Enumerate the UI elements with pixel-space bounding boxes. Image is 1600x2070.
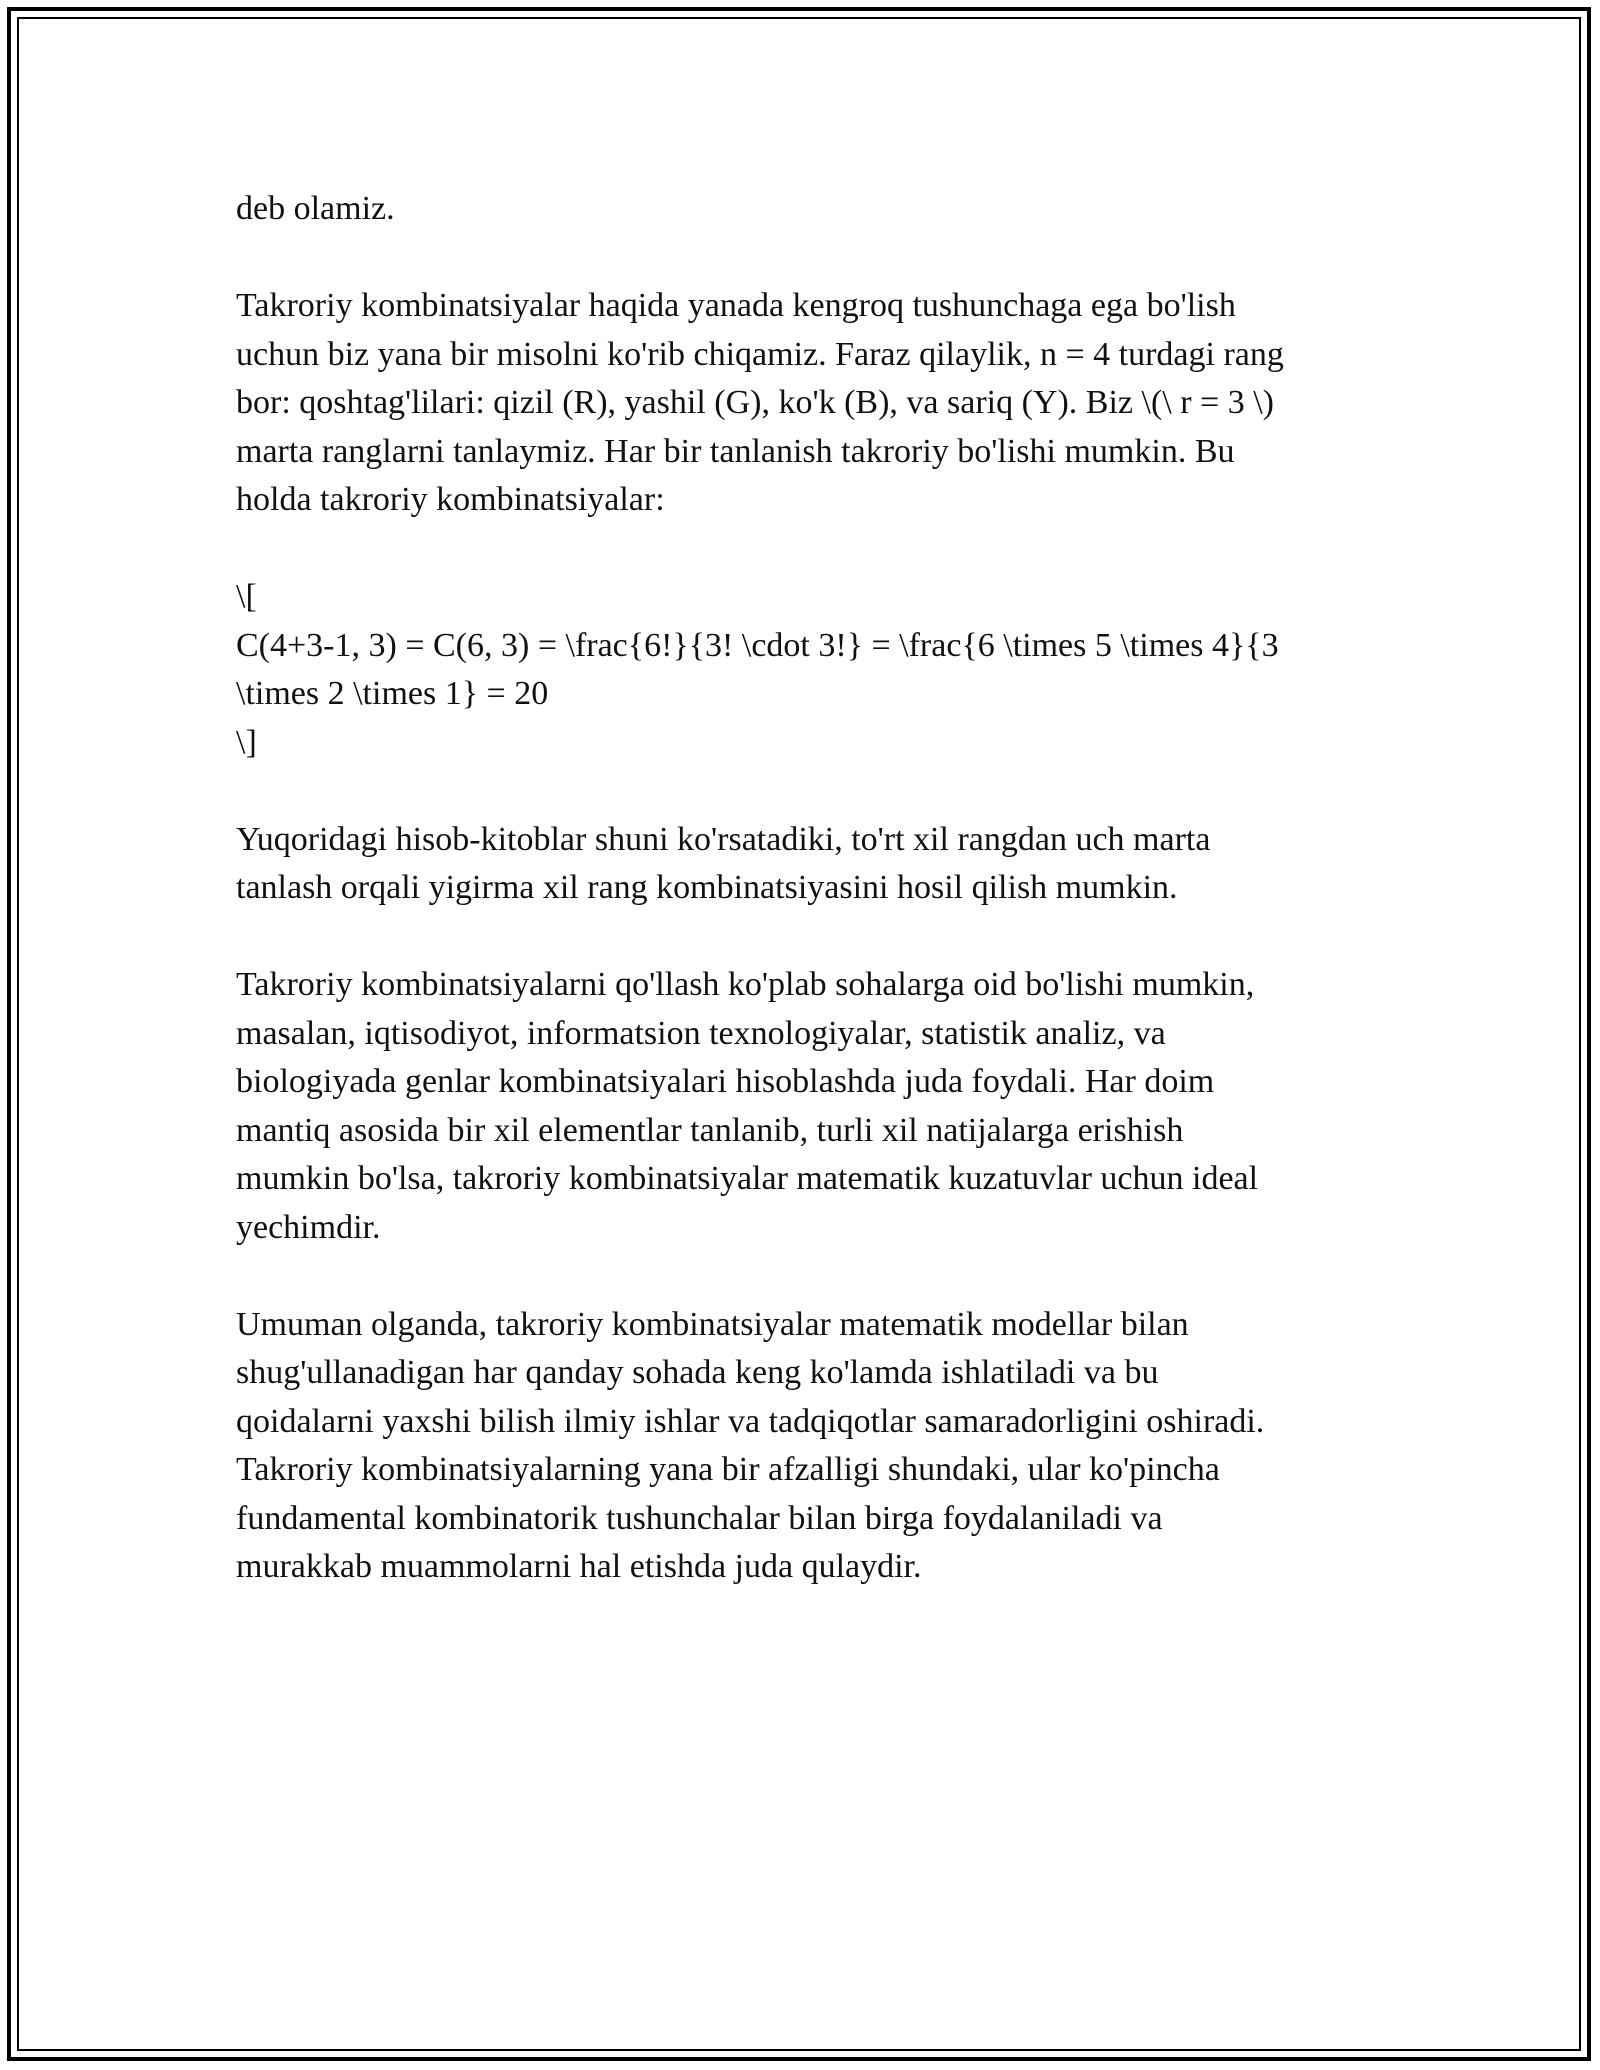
formula-block: \[ C(4+3-1, 3) = C(6, 3) = \frac{6!}{3! \cdot 3!} = \frac{6 \times 5 \times 4}{3 \times 2 \times 1} = 20 \]	[236, 578, 1279, 761]
paragraph-continuation: deb olamiz.	[236, 190, 395, 227]
paragraph-applications: Takroriy kombinatsiyalarni qo'llash ko'plab sohalarga oid bo'lishi mumkin, masalan, iqtisodiyot, informatsion texnologiyalar, statistik analiz, va biologiyada genlar kombinatsiyalari hisoblashda juda foydali. Har doim mantiq asosida bir xil elementlar tanlanib, turli xil natijalarga erishish mumkin bo'lsa, takroriy kombinatsiyalar matematik kuzatuvlar uchun ideal yechimdir.	[236, 966, 1259, 1246]
paragraph-result: Yuqoridagi hisob-kitoblar shuni ko'rsatadiki, to'rt xil rangdan uch marta tanlash orqali yigirma xil rang kombinatsiyasini hosil qilish mumkin.	[236, 820, 1211, 906]
paragraph-conclusion: Umuman olganda, takroriy kombinatsiyalar matematik modellar bilan shug'ullanadigan har qanday sohada keng ko'lamda ishlatiladi va bu qoidalarni yaxshi bilish ilmiy ishlar va tadqiqotlar samaradorligini oshiradi. Takroriy kombinatsiyalarning yana bir afzalligi shundaki, ular ko'pincha fundamental kombinatorik tushunchalar bilan birga foydalaniladi va murakkab muammolarni hal etishda juda qulaydir.	[236, 1305, 1265, 1585]
document-body	[236, 185, 1386, 1640]
paragraph-example-intro: Takroriy kombinatsiyalar haqida yanada kengroq tushunchaga ega bo'lish uchun biz yana bir misolni ko'rib chiqamiz. Faraz qilaylik, n = 4 turdagi rang bor: qoshtag'lilari: qizil (R), yashil (G), ko'k (B), va sariq (Y). Biz \(\ r = 3 \) marta ranglarni tanlaymiz. Har bir tanlanish takroriy bo'lishi mumkin. Bu holda takroriy kombinatsiyalar:	[236, 287, 1284, 518]
